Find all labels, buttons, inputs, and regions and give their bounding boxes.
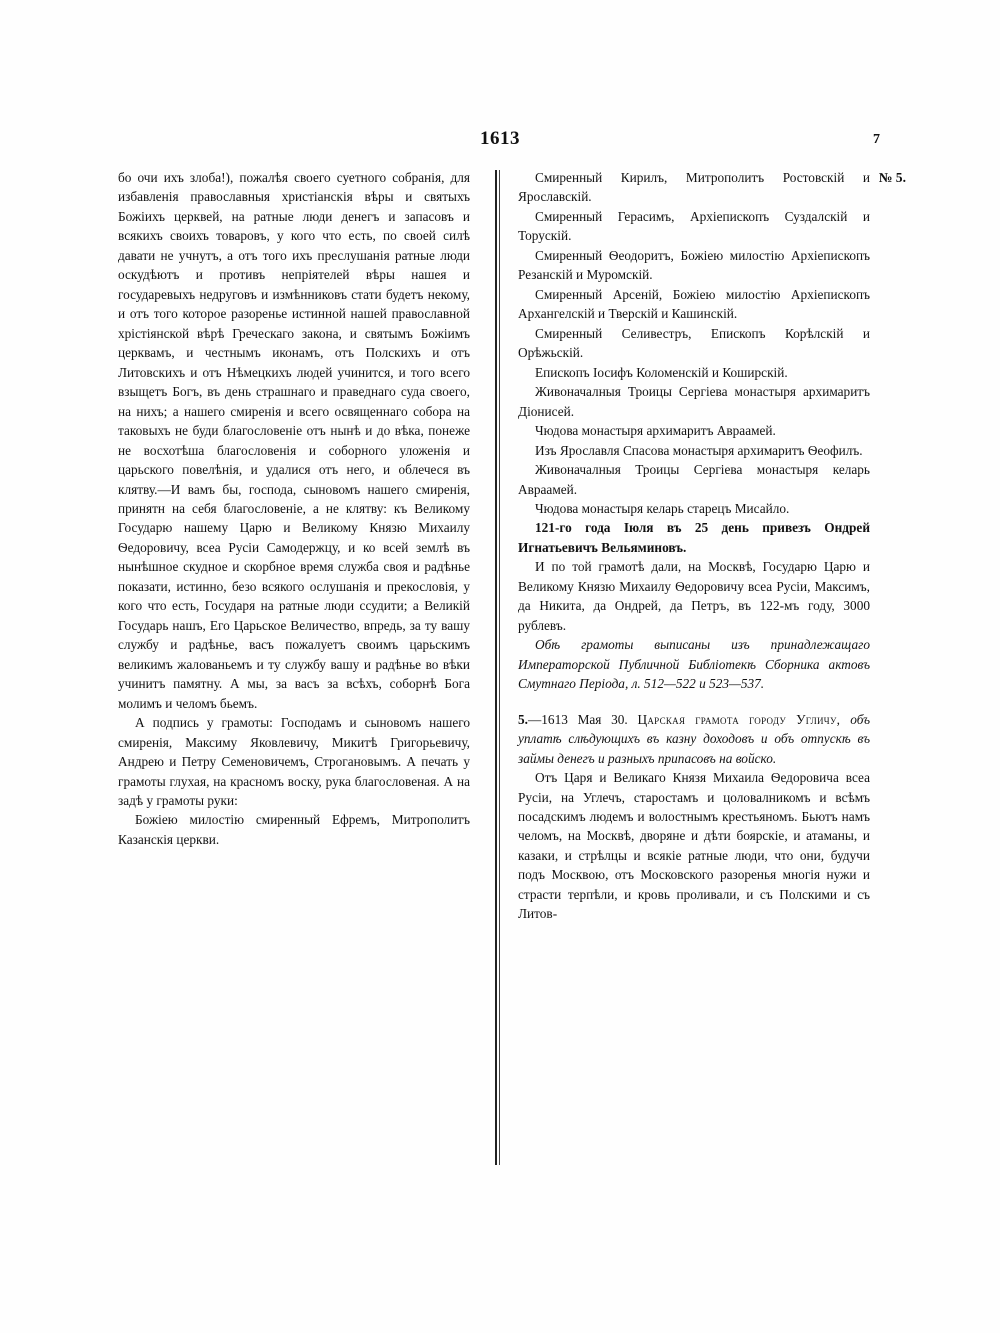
paragraph: Смиренный Герасимъ, Архіепископъ Суздалскій и Торускій. (518, 208, 870, 244)
paragraph: Изъ Ярославля Спасова монастыря архимаритъ Ѳеофилъ. (535, 442, 863, 458)
paragraph: Отъ Царя и Великаго Князя Михаила Ѳедоровича всеа Русіи, на Углечъ, старостамъ и цоловалникомъ и всѣмъ посадскимъ людемъ и волостнымъ крестьяномъ. Бьютъ намъ челомъ, на Москвѣ, дворяне и дѣти боярскіе, и атаманы, и казаки, и стрѣлцы и всякіе ратные люди, что они, будучи подъ Москвою, отъ Московского разоренья многія нужи и страсти терпѣли, и кровь проливали, и съ Полскими и съ Литов- (518, 770, 870, 922)
paragraph: Смиренный Арсеній, Божіею милостію Архіепископъ Архангелскій и Тверскій и Кашинскій. (518, 286, 870, 322)
paragraph: Живоначалныя Троицы Сергіева монастыря архимаритъ Діонисей. (518, 384, 870, 419)
two-column-body (118, 168, 906, 1168)
paragraph: Живоначалныя Троицы Сергіева монастыря келарь Авраамей. (518, 462, 870, 497)
left-column (118, 168, 470, 849)
page-number: 7 (873, 132, 880, 147)
paragraph: Смиренный Кирилъ, Митрополитъ Ростовскій и Ярославскій. (518, 170, 870, 205)
column-divider-secondary (499, 170, 500, 1165)
section-heading (518, 710, 870, 768)
section-number: 5. (518, 711, 528, 727)
paragraph: Епископъ Іосифъ Коломенскій и Коширскій. (535, 364, 788, 380)
paragraph: А подпись у грамоты: Господамъ и сыновомъ нашего смиренія, Максиму Яковлевичу, Микитѣ Григорьевичу, Андрею и Петру Семеновичемъ, Строгановымъ. А печать у грамоты глухая, на красномъ воску, рука благословеная. А на задѣ у грамоты руки: (118, 715, 470, 808)
document-marker: № 5. (878, 170, 906, 185)
paragraph: Чюдова монастыря архимаритъ Авраамей. (535, 423, 776, 439)
right-column (518, 168, 906, 924)
paragraph: бо очи ихъ злоба!), пожалѣя своего суетного собранія, для избавленія православныя христіанскія вѣры и святыхъ Божіихъ церквей, на ратные люди денегъ и запасовъ и всякихъ своихъ товаровъ, у кого что есть, по своей силѣ давати не учнутъ, а отъ того ихъ преслушанія ратные люди оскудѣютъ и противъ непріятелей вѣры нашея и государевыхъ недруговъ и измѣнниковъ стати будетъ некому, и отъ того которое разоренье истинной нашей православной хрістіянской вѣрѣ Греческаго закона, и святымъ Божіимъ церквамъ, и честнымъ иконамъ, отъ Полскихъ и отъ Литовскихъ и отъ Нѣмецкихъ людей учинится, и того всего взыщетъ Богъ, въ день страшнаго и праведнаго суда своего, на нихъ; а нашего смиренія и всего освященнаго собора на таковыхъ не буди благословеніе отъ нынѣ и до вѣка, понеже не восхотѣша благословенія и соборного уложенія и царьского повелѣнія, и удалися отъ него, и облечеся въ клятву.—И вамъ бы, господа, сыновомъ нашего смиренія, принятн на себя благословеніе, а не клятву: къ Великому Государю нашему Царю и Великому Князю Михаилу Ѳедоровичу, всеа Русіи Самодержцу, и ко всей землѣ въ нынѣшное скудное и скорбное время служба своя и радѣнье показати, истинно, безо всякого ослушанія и прекословія, у кого что есть, Государя на ратные люди ссудити; а Великій Государь нашъ, Его Царьское Величество, впредь, за ту вашу службу и радѣнье, васъ пожалуетъ своимъ царьскимъ великимъ жалованьемъ и ту службу вашу и радѣнье во вѣки учинитъ памятну. А мы, за васъ за всѣхъ, соборнѣ Бога молимъ и челомъ бьемъ. (118, 170, 470, 711)
section-title: Царская грамота городу Угличу, (637, 711, 851, 727)
paragraph: 121-го года Іюля въ 25 день привезъ Ондрей Игнатьевичъ Вельяминовъ. (518, 520, 870, 555)
paragraph: Смиренный Ѳеодоритъ, Божіею милостію Архіепископъ Резанскій и Муромскій. (518, 247, 870, 283)
paragraph: Чюдова монастыря келарь старецъ Мисайло. (535, 500, 790, 516)
column-divider (495, 170, 497, 1165)
header-year: 1613 (480, 128, 520, 149)
section-subtitle: объ уплатѣ слѣдующихъ въ казну доходовъ и объ отпускѣ въ займы денегъ и разныхъ припасовъ на войско. (518, 711, 870, 766)
page-header (120, 128, 880, 154)
paragraph: И по той грамотѣ дали, на Москвѣ, Государю Царю и Великому Князю Михаилу Ѳедоровичу всеа Русіи, Максимъ, да Никита, да Ондрей, да Петръ, въ 122-мъ году, 3000 рублевъ. (518, 559, 870, 633)
section-date: —1613 Мая 30. (527, 711, 638, 727)
paragraph: Смиренный Селивестръ, Епископъ Корѣлскій и Орѣжьскій. (518, 325, 870, 361)
source-note: Обѣ грамоты выписаны изъ принадлежащаго Императорской Публичной Библіотекѣ Сборника актовъ Смутнаго Періода, л. 512—522 и 523—537. (518, 637, 870, 692)
paragraph: Божіею милостію смиренный Ефремъ, Митрополитъ Казанскія церкви. (118, 812, 470, 847)
